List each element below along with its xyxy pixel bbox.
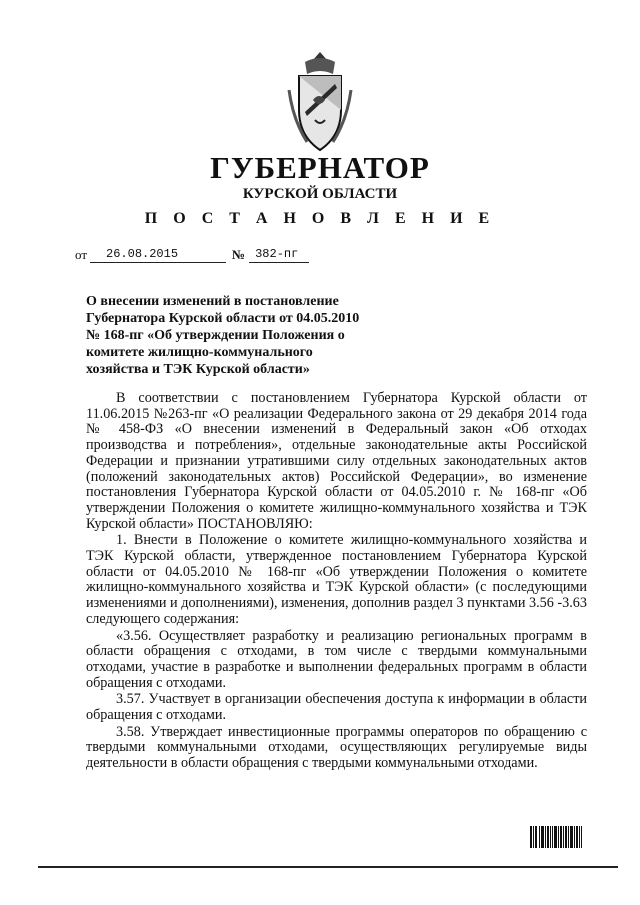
barcode-icon — [530, 826, 582, 848]
clause-3-56: «3.56. Осуществляет разработку и реализацию региональных программ в области обращения с отходами, в том числе с твердыми коммунальными отходами, участие в разработке и выполнении федеральных программ в области обращения с отходами. — [86, 627, 587, 691]
document-subject: О внесении изменений в постановление Губернатора Курской области от 04.05.2010 № 168-пг «Об утверждении Положения о комитете жилищно-коммунального хозяйства и ТЭК Курской области» — [86, 294, 360, 377]
clause-3-58: 3.58. Утверждает инвестиционные программы операторов по обращению с твердыми коммунальными отходами, осуществляющих регулируемые виды деятельности в области обращения с твердыми коммунальными отходами. — [86, 723, 587, 772]
preamble-paragraph: В соответствии с постановлением Губернатора Курской области от 11.06.2015 №263-пг «О реализации Федерального закона от 29 декабря 2014 года № 458-ФЗ «О внесении изменений в Федеральный закон «Об отходах производства и потребления», отдельные законодательные акты Российской Федерации и признании утратившими силу отдельных законодательных актов (положений законодательных актов) Российской Федерации», во изменение постановления Губернатора Курской области от 04.05.2010 г. № 168-пг «Об утверждении Положения о комитете жилищно-коммунального хозяйства и ТЭК Курской области» ПОСТАНОВЛЯЮ: — [86, 390, 587, 532]
coat-of-arms-icon — [285, 50, 355, 156]
item-1-paragraph: 1. Внести в Положение о комитете жилищно-коммунального хозяйства и ТЭК Курской области, утвержденное постановлением Губернатора Курской области от 04.05.2010 № 168-пг «Об утверждении Положения о комитете жилищно-коммунального хозяйства и ТЭК Курской области» (с последующими изменениями и дополнениями), изменения, дополнив раздел 3 пунктами 3.56 -3.63 следующего содержания: — [86, 532, 587, 627]
document-type: П О С Т А Н О В Л Е Н И Е — [144, 210, 496, 227]
document-date: 26.08.2015 — [90, 247, 226, 263]
bottom-divider — [38, 866, 618, 868]
region-title: КУРСКОЙ ОБЛАСТИ — [242, 186, 398, 202]
document-requisites — [72, 247, 309, 263]
date-label: от — [75, 247, 88, 262]
document-body — [86, 391, 587, 773]
number-label: № — [232, 247, 246, 262]
governor-title: ГУБЕРНАТОР — [210, 150, 430, 185]
document-number: 382-пг — [249, 247, 309, 263]
clause-3-57: 3.57. Участвует в организации обеспечения доступа к информации в области обращения с отходами. — [86, 691, 587, 724]
